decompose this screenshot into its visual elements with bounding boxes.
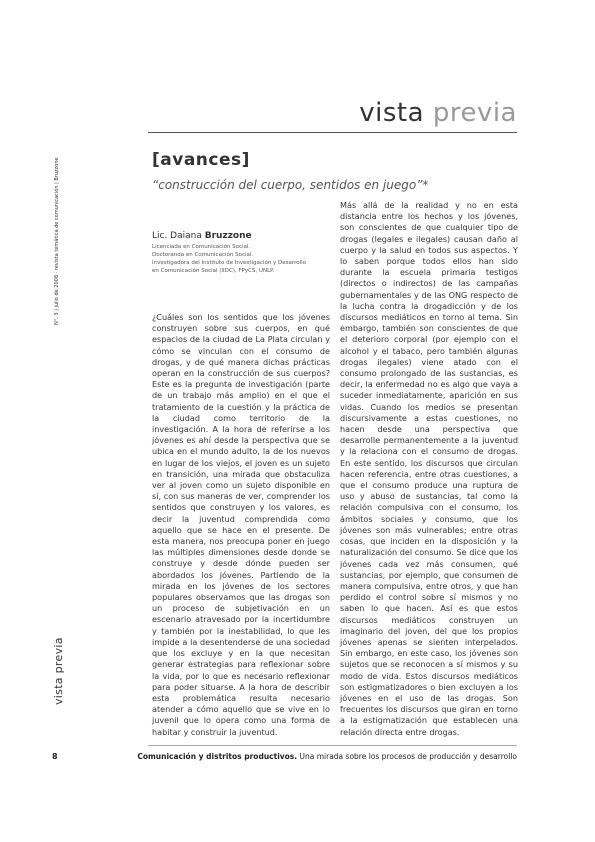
author-affiliation: en Comunicación Social (IIDC), FPyCS, UNLP. bbox=[152, 268, 275, 274]
author-name-prefix: Lic. Daiana bbox=[152, 231, 202, 241]
author-affiliation: Doctoranda en Comunicación Social. bbox=[152, 252, 254, 258]
title-light: previa bbox=[432, 98, 517, 128]
section-tag: [avances] bbox=[152, 150, 250, 170]
author-affiliation: Investigadora del Instituto de Investigación y Desarrollo bbox=[152, 260, 306, 266]
side-issue-label: N°. 3 | julio de 2008 · revista temática de comunicación | Bruzzone bbox=[54, 157, 60, 325]
running-footer bbox=[137, 752, 517, 761]
author-block bbox=[152, 231, 352, 275]
author-affiliation: Licenciada en Comunicación Social. bbox=[152, 244, 251, 250]
footer-title-bold: Comunicación y distritos productivos. bbox=[137, 752, 298, 761]
title-dark: vista bbox=[359, 98, 425, 128]
body-column-right bbox=[340, 200, 518, 737]
article-subtitle: “construcción del cuerpo, sentidos en juego”* bbox=[152, 178, 429, 192]
author-surname: Bruzzone bbox=[204, 231, 252, 241]
author-name bbox=[152, 231, 352, 241]
body-paragraph: ¿Cuáles son los sentidos que los jóvenes construyen sobre sus cuerpos, en qué espacios de la ciudad de La Plata circulan y cómo se vinculan con el consumo de drogas, y de qué manera dichas prácticas operan en la construcción de sus cuerpos? Este es la pregunta de investigación (parte de un trabajo más amplio) en el que el tratamiento de la cuestión y la práctica de la ciudad como territorio de la investigación. A la hora de referirse a los jóvenes es ahí desde la perspectiva que se ubica en el mundo adulto, la de los nuevos en lugar de los viejos, el joven es un sujeto en transición, una mirada que obstaculiza ver al joven como un sujeto disponible en sí, con sus maneras de ver, comprender los sentidos que construyen y los valores, es decir la juventud comprendida como aquello que se hace en el presente. De esta manera, nos preocupa poner en juego las múltiples dimensiones desde donde se construye y desde dónde pueden ser abordados los jóvenes. Partiendo de la mirada en los jóvenes de los sectores populares observamos que las drogas son un proceso de subjetivación en un escenario atravesado por la incertidumbre y también por la inestabilidad, lo que les impide a la desentenderse de una sociedad que los excluye y en la que necesitan generar estrategias para reflexionar sobre la vida, por lo que es necesario reflexionar para poder situarse. A la hora de describir esta problemática resulta necesario atender a cómo aquello que se vive en lo juvenil que lo opera como una forma de habitar y construir la juventud. bbox=[152, 312, 330, 737]
page-title bbox=[359, 98, 517, 128]
header-divider bbox=[148, 132, 517, 133]
footer-title-rest: Una mirada sobre los procesos de producción y desarrollo bbox=[297, 752, 517, 761]
footer-divider bbox=[148, 745, 517, 746]
body-column-left bbox=[152, 312, 330, 737]
page-number: 8 bbox=[52, 752, 58, 761]
side-section-label: vista previa bbox=[52, 637, 65, 705]
body-paragraph: Más allá de la realidad y no en esta distancia entre los hechos y los jóvenes, son conscientes de que cualquier tipo de drogas (legales e ilegales) causan daño al cuerpo y la salud en todos sus aspectos. Y lo saben porque todos ellos han sido durante la escuela primaria testigos (directos o indirectos) de las campañas gubernamentales y de las ONG respecto de la lucha contra la drogadicción y de los discursos mediáticos en torno al tema. Sin embargo, también son conscientes de que el deterioro corporal (por ejemplo con el alcohol y el tabaco, pero también algunas drogas ilegales) viene atado con el consumo prolongado de las sustancias, es decir, la enfermedad no es algo que vaya a suceder inmediatamente, aparición en sus vidas. Cuando los medios se presentan discursivamente a estas cuestiones, no hacen desde una perspectiva que desarrolle permanentemente a la juventud y la relaciona con el consumo de drogas. En este sentido, los discursos que circulan hacen referencia, entre otras cuestiones, a que el consumo produce una ruptura de uso y abuso de sustancias, tal como la relación compulsiva con el consumo, los ámbitos sociales y consumo, que los jóvenes son más vulnerables; entre otras cosas, que inciden en la disposición y la naturalización del consumo. Se dice que los jóvenes cada vez más consumen, qué sustancias, por ejemplo, que consumen de manera compulsiva, entre otros, y que han perdido el control sobre sí mismos y no saben lo que hacen. Así es que estos discursos mediáticos construyen un imaginario del joven, del que los propios jóvenes apenas se sienten interpelados. Sin embargo, en este caso, los jóvenes son sujetos que se reconocen a sí mismos y su modo de vida. Estos discursos mediáticos son estigmatizadores o bien excluyen a los jóvenes en el uso de las drogas. Son frecuentes los discursos que giran en torno a la estigmatización que establecen una relación directa entre drogas. bbox=[340, 200, 518, 737]
